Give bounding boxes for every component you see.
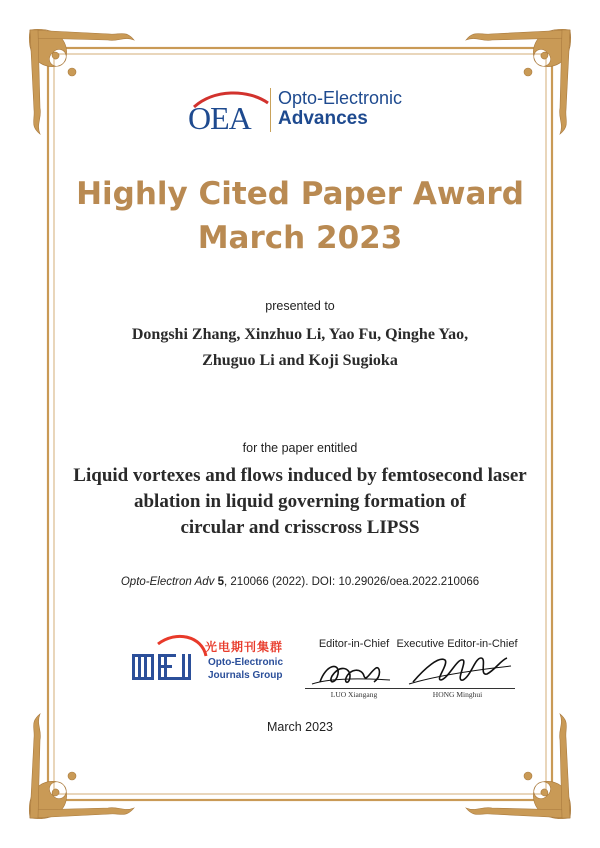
paper-label: for the paper entitled [242, 441, 358, 455]
signature-executive-editor-in-chief [405, 650, 515, 690]
citation-journal: Opto-Electron Adv [120, 576, 215, 588]
journal-name-line1: Opto-Electronic [278, 88, 403, 108]
award-title [0, 172, 600, 260]
paper-title-line2: ablation in liquid governing formation of [133, 491, 467, 512]
presented-to-label: presented to [265, 299, 335, 313]
paper-title-line1: Liquid vortexes and flows induced by femtosecond laser [73, 465, 527, 486]
citation-details: , 210066 (2022). DOI: 10.29026/oea.2022.210066 [224, 576, 480, 588]
journals-group-name-line1: Opto-Electronic [208, 657, 284, 668]
award-title-line2: March 2023 [197, 220, 403, 256]
signatory-name-editor: LUO Xiangang [330, 690, 378, 699]
journals-group-name-line2: Journals Group [208, 670, 283, 681]
journal-name-line2: Advances [278, 108, 368, 129]
corner-ornament-top-right [466, 29, 571, 134]
award-date: March 2023 [266, 720, 333, 734]
signatory-name-executive-editor: HONG Minghui [432, 690, 483, 699]
journals-group-name-cn: 光电期刊集群 [205, 640, 284, 654]
paper-title-line3: circular and crisscross LIPSS [180, 517, 420, 538]
signature-line-editor [305, 688, 400, 689]
author-line2: Zhuguo Li and Koji Sugioka [202, 352, 398, 369]
corner-ornament-top-left [29, 29, 134, 134]
signatory-role-editor: Editor-in-Chief [318, 638, 390, 650]
author-line1: Dongshi Zhang, Xinzhuo Li, Yao Fu, Qinghe Yao, [131, 326, 469, 343]
oea-logo-mark: OEA [188, 100, 251, 136]
logo-divider [270, 88, 271, 132]
signatory-role-executive-editor: Executive Editor-in-Chief [396, 638, 518, 650]
signature-line-executive-editor [400, 688, 515, 689]
citation [0, 576, 600, 588]
paper-title [0, 463, 600, 541]
citation-volume: 5 [217, 576, 225, 588]
author-list [0, 322, 600, 374]
oea-logo [186, 85, 276, 137]
signature-editor-in-chief [310, 654, 395, 690]
award-title-line1: Highly Cited Paper Award [76, 176, 524, 212]
